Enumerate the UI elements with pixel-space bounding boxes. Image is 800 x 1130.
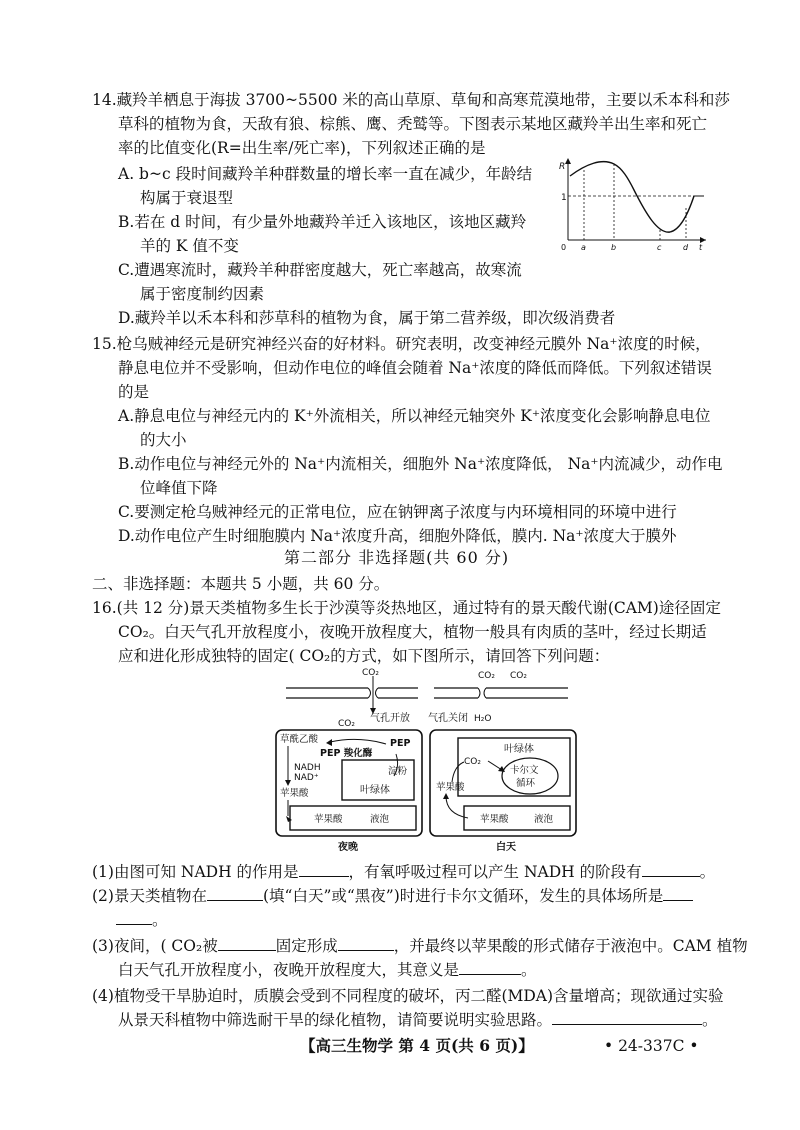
- q16-blank-1[interactable]: [299, 862, 349, 877]
- q16-blank-3[interactable]: [207, 886, 263, 901]
- q14-option-b-line1: B.若在 d 时间，有少量外地藏羚羊迁入该地区，该地区藏羚: [118, 213, 527, 231]
- q16-stem-line1: 16.(共 12 分)景天类植物多生长于沙漠等炎热地区，通过特有的景天酸代谢(CAM)途径固定: [92, 599, 721, 617]
- q16-stem-line2: CO₂。白天气孔开放程度小，夜晚开放程度大，植物一般具有肉质的茎叶，经过长期适: [118, 623, 707, 641]
- day-chloroplast-label: 叶绿体: [504, 744, 534, 755]
- q15-option-b-line1: B.动作电位与神经元外的 Na⁺内流相关，细胞外 Na⁺浓度降低， Na⁺内流减少，动作电: [118, 455, 723, 473]
- q15-option-a-line2: 的大小: [140, 431, 187, 449]
- day-co2-right: CO₂: [510, 671, 527, 681]
- pep-label: PEP: [390, 738, 411, 749]
- q16-stem-line3: 应和进化形成独特的固定( CO₂的方式，如下图所示，请回答下列问题：: [118, 647, 610, 665]
- day-malate-label: 苹果酸: [436, 782, 465, 793]
- q16-blank-8[interactable]: [552, 1010, 702, 1025]
- graph-tick-c: c: [657, 243, 662, 252]
- q14-r-value-graph: [558, 156, 710, 252]
- pep-carboxylase-label: PEP 羧化酶: [320, 748, 373, 759]
- r-curve: [570, 162, 694, 232]
- q16-sub4-text-c: 。: [702, 1011, 718, 1029]
- starch-label: 淀粉: [388, 766, 408, 777]
- night-vacuole-label: 液泡: [370, 814, 390, 825]
- night-vacuole: [290, 806, 416, 830]
- graph-tick-a: a: [581, 243, 586, 252]
- q15-stem-line1: 15.枪乌贼神经元是研究神经兴奋的好材料。研究表明，改变神经元膜外 Na⁺浓度的时候，: [92, 335, 711, 353]
- day-co2-left: CO₂: [478, 671, 495, 681]
- q14-stem-line1: 14.藏羚羊栖息于海拔 3700~5500 米的高山草原、草甸和高寒荒漠地带，主要以禾本科和莎: [92, 91, 730, 109]
- q16-sub3-line1: [92, 934, 748, 958]
- q14-option-c-line2: 属于密度制约因素: [140, 285, 265, 303]
- q14-option-b-line2: 羊的 K 值不变: [140, 237, 239, 255]
- night-malate-label: 苹果酸: [280, 788, 309, 799]
- q16-blank-6[interactable]: [338, 936, 394, 951]
- graph-tick-b: b: [611, 243, 617, 252]
- day-co2-inside: CO₂: [464, 757, 481, 767]
- day-vacuole-label: 液泡: [534, 814, 554, 825]
- q16-sub2-cont: [116, 908, 168, 932]
- q16-sub2-text-b: (填“白天”或“黑夜”)时进行卡尔文循环，发生的具体场所是: [262, 887, 664, 905]
- q16-sub4-line2: [118, 1008, 718, 1032]
- q16-sub4-text-b: 从景天科植物中筛选耐干旱的绿化植物，请简要说明实验思路。: [118, 1011, 553, 1029]
- night-co2-in: CO₂: [362, 668, 379, 678]
- q14-option-a-line1: A. b~c 段时间藏羚羊种群数量的增长率一直在减少，年龄结: [118, 165, 533, 183]
- calvin-cycle-label1: 卡尔文: [510, 765, 539, 776]
- part2-title: 第二部分 非选择题(共 60 分): [284, 548, 510, 567]
- day-stoma-closed-label: 气孔关闭: [428, 713, 468, 724]
- q15-option-a-line1: A.静息电位与神经元内的 K⁺外流相关，所以神经元轴突外 K⁺浓度变化会影响静息电位: [118, 407, 711, 425]
- page-footer-code: • 24-337C •: [604, 1037, 699, 1055]
- nadh-label: NADH: [294, 763, 321, 773]
- graph-origin: 0: [561, 243, 567, 252]
- day-caption: 白天: [496, 842, 516, 852]
- q16-sub2-text-a: (2)景天类植物在: [92, 887, 207, 905]
- graph-tick-d: d: [683, 243, 689, 252]
- graph-x-label: t: [699, 243, 703, 252]
- q16-sub2-text-c: 。: [152, 911, 168, 929]
- q16-sub3-text-c: ，并最终以苹果酸的形式储存于液泡中。CAM 植物: [393, 937, 748, 955]
- night-vacuole-malate: 苹果酸: [314, 814, 343, 825]
- q14-stem-line2: 草科的植物为食，天敌有狼、棕熊、鹰、秃鹫等。下图表示某地区藏羚羊出生率和死亡: [118, 115, 708, 133]
- q16-sub1-text-b: ，有氧呼吸过程可以产生 NADH 的阶段有: [348, 863, 642, 881]
- calvin-cycle-label2: 循环: [516, 778, 536, 789]
- q16-blank-2[interactable]: [642, 862, 700, 877]
- q15-option-b-line2: 位峰值下降: [140, 479, 218, 497]
- day-h2o-label: H₂O: [474, 714, 492, 724]
- q15-option-d: D.动作电位产生时细胞膜内 Na⁺浓度升高，细胞外降低，膜内. Na⁺浓度大于膜外: [118, 527, 677, 545]
- q16-blank-4-cont[interactable]: [116, 910, 152, 925]
- q16-sub1-text-c: 。: [699, 863, 716, 881]
- q16-sub3-line2: [118, 958, 537, 982]
- nad-label: NAD⁺: [294, 773, 319, 783]
- q14-option-c-line1: C.遭遇寒流时，藏羚羊种群密度越大，死亡率越高，故寒流: [118, 261, 522, 279]
- q16-sub4-line1: (4)植物受干旱胁迫时，质膜会受到不同程度的破坏，丙二醛(MDA)含量增高；现欲通过实验: [92, 987, 724, 1005]
- q16-sub2: [92, 884, 693, 908]
- q16-blank-5[interactable]: [218, 936, 276, 951]
- page-footer-label: 【高三生物学 第 4 页(共 6 页)】: [300, 1036, 534, 1055]
- graph-y-tick: 1: [561, 193, 567, 203]
- q16-sub3-text-d: 白天气孔开放程度小，夜晚开放程度大，其意义是: [118, 961, 460, 979]
- q15-option-c: C.要测定枪乌贼神经元的正常电位，应在钠钾离子浓度与内环境相同的环境中进行: [118, 503, 677, 521]
- q16-sub1-text-a: (1)由图可知 NADH 的作用是: [92, 863, 299, 881]
- q16-sub3-text-b: 固定形成: [275, 937, 338, 955]
- q14-option-d: D.藏羚羊以禾本科和莎草科的植物为食，属于第二营养级，即次级消费者: [118, 309, 616, 327]
- night-chloroplast-label: 叶绿体: [360, 785, 390, 796]
- part2-intro: 二、非选择题：本题共 5 小题，共 60 分。: [92, 575, 390, 593]
- day-vacuole-malate: 苹果酸: [480, 814, 509, 825]
- q16-blank-4[interactable]: [663, 886, 693, 901]
- q16-sub3-text-e: 。: [521, 961, 537, 979]
- cam-pathway-figure: [268, 666, 600, 852]
- q14-stem-line3: 率的比值变化(R=出生率/死亡率)，下列叙述正确的是: [118, 139, 486, 157]
- oxaloacetate-label: 草酰乙酸: [280, 734, 319, 745]
- night-stoma-open-label: 气孔开放: [370, 713, 410, 724]
- night-caption: 夜晚: [338, 842, 358, 852]
- q16-sub1: [92, 860, 715, 884]
- night-co2-inside: CO₂: [338, 719, 355, 729]
- q15-stem-line3: 的是: [118, 383, 150, 401]
- q16-sub3-text-a: (3)夜间，( CO₂被: [92, 937, 218, 955]
- q16-blank-7[interactable]: [459, 960, 521, 975]
- graph-y-label: R: [559, 162, 566, 172]
- q15-stem-line2: 静息电位并不受影响，但动作电位的峰值会随着 Na⁺浓度的降低而降低。下列叙述错误: [118, 359, 712, 377]
- q14-option-a-line2: 构属于衰退型: [140, 189, 234, 207]
